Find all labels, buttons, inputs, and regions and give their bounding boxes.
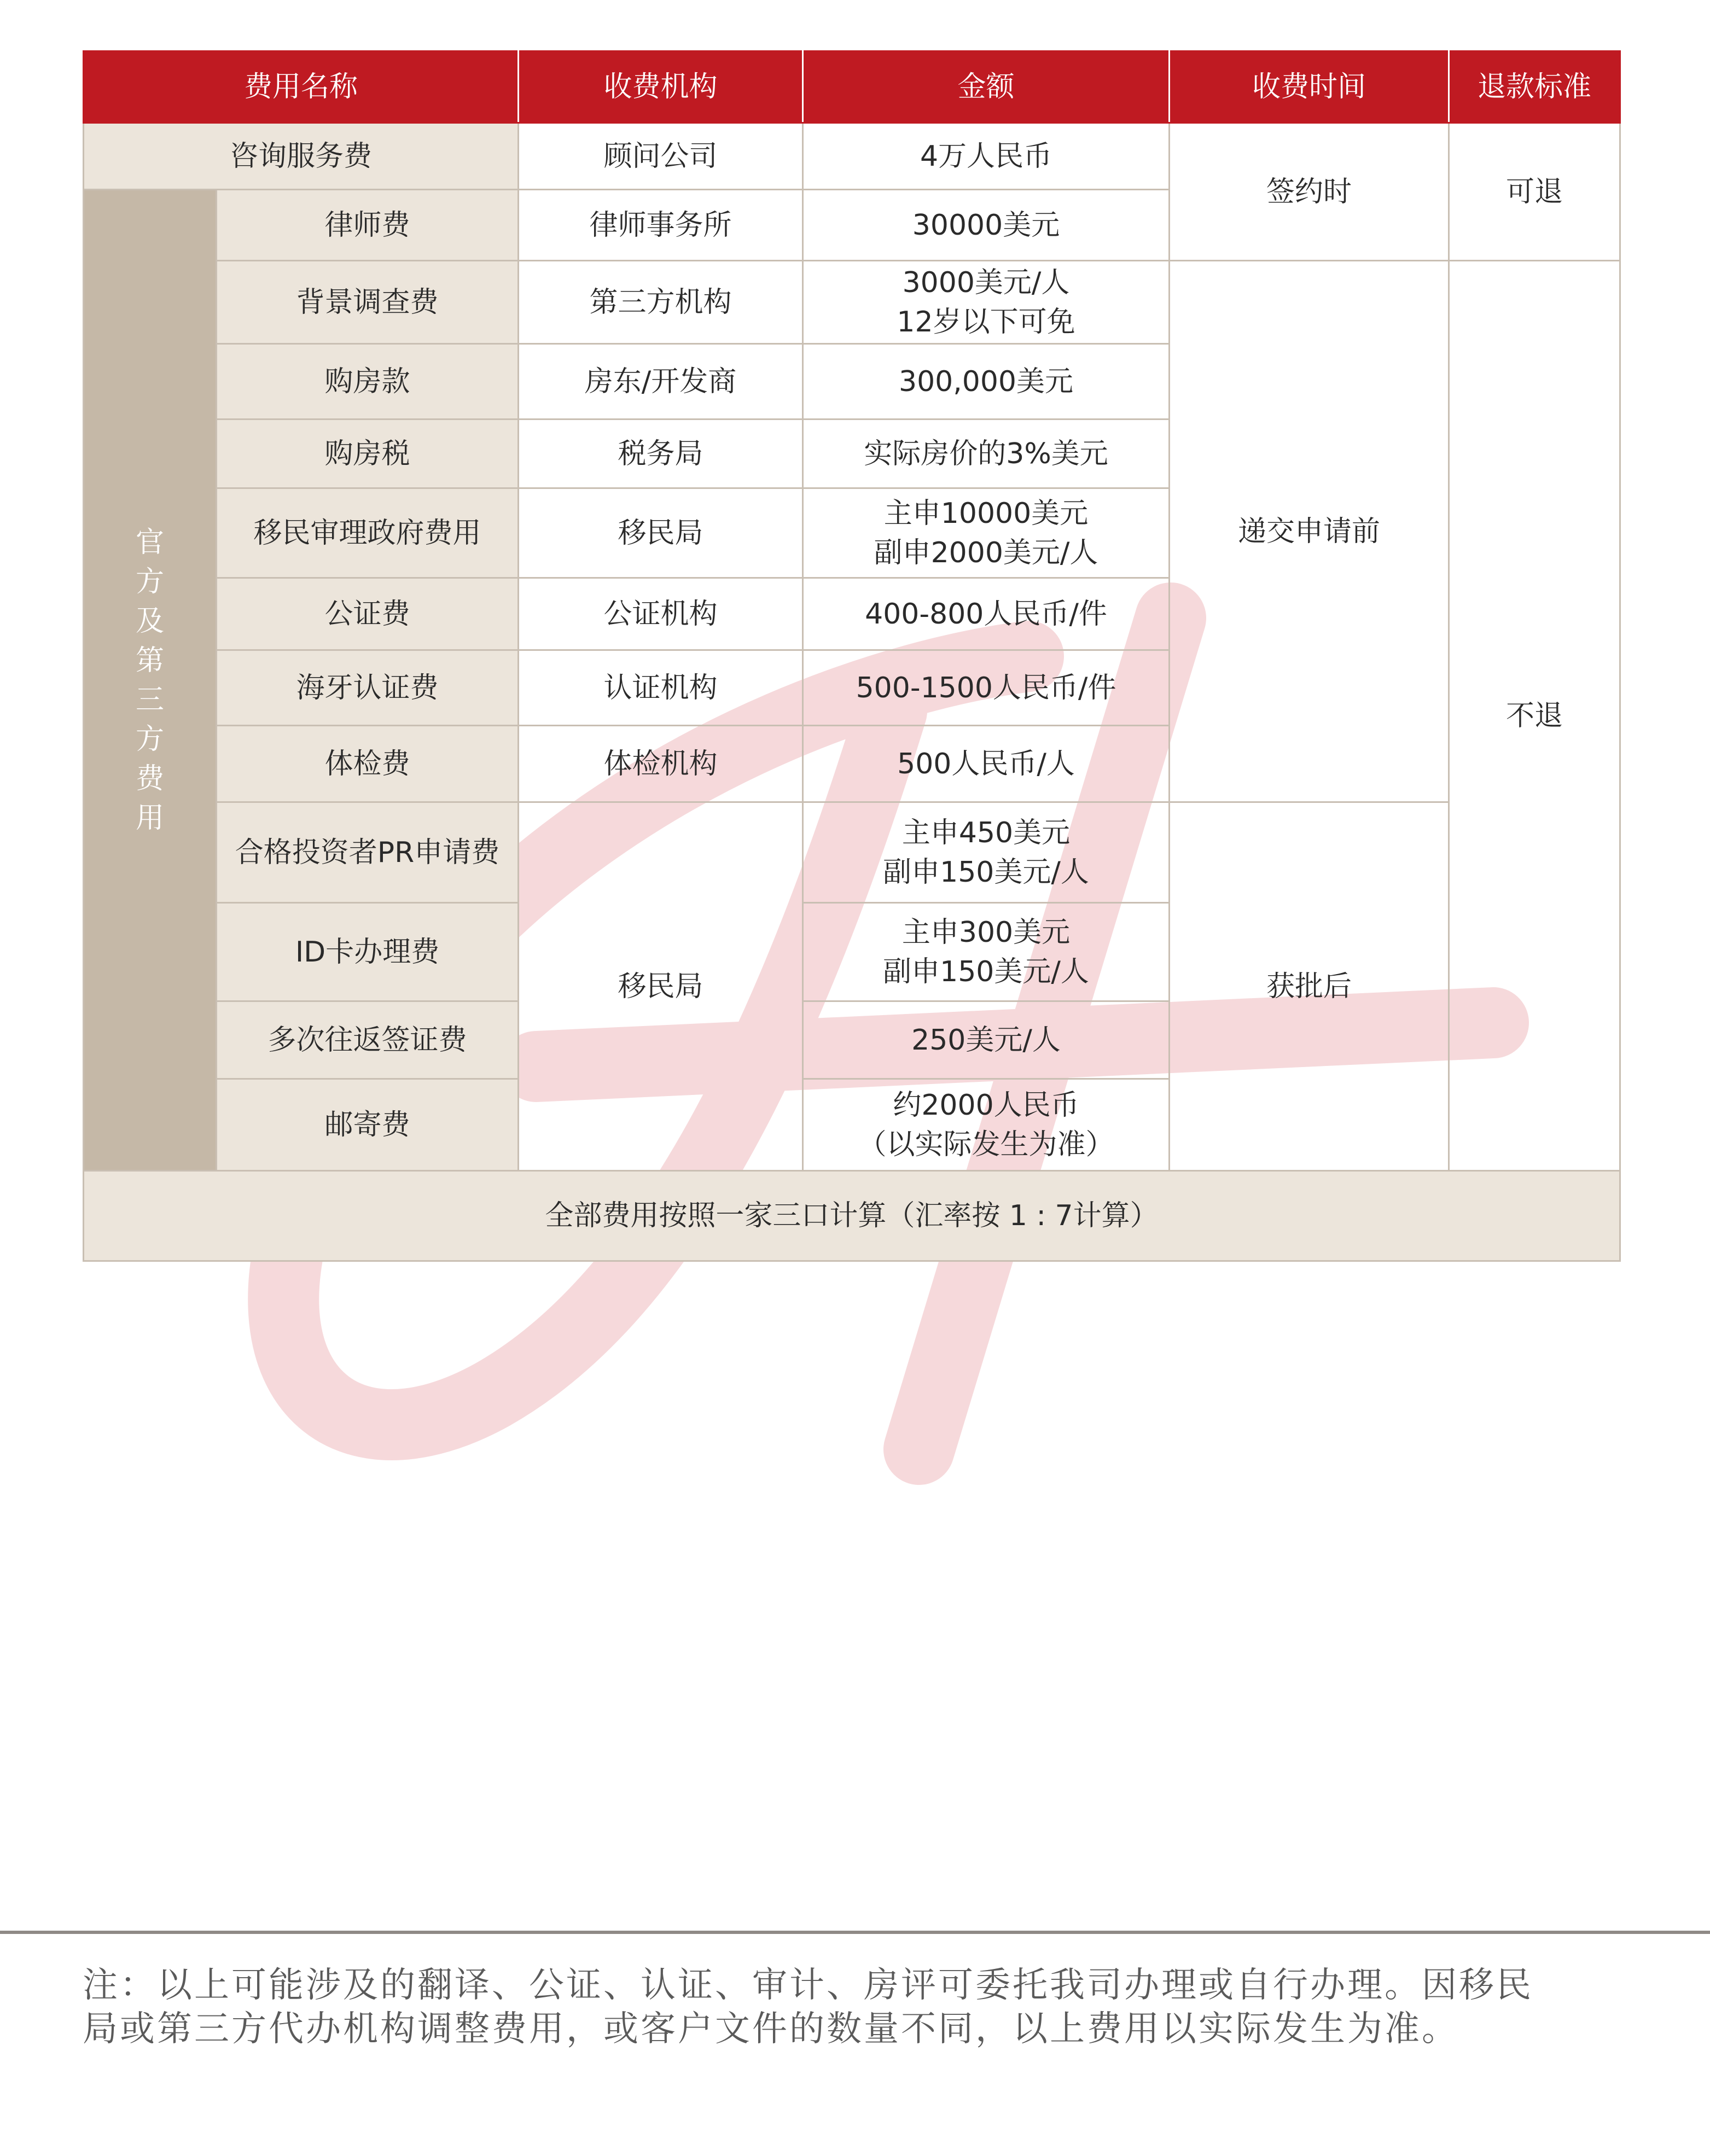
cell-consult-org: 顾问公司 xyxy=(519,123,803,190)
cell-fee-name: 背景调查费 xyxy=(217,261,519,344)
cell-amount: 500-1500人民币/件 xyxy=(803,650,1170,726)
disclaimer-note xyxy=(83,1963,1631,2051)
header-fee-name: 费用名称 xyxy=(84,51,519,123)
table-row xyxy=(84,261,1620,344)
cell-org: 第三方机构 xyxy=(519,261,803,344)
cell-fee-name: 多次往返签证费 xyxy=(217,1001,519,1079)
note-line: 注：以上可能涉及的翻译、公证、认证、审计、房评可委托我司办理或自行办理。因移民 xyxy=(83,1965,1533,2006)
cell-org: 税务局 xyxy=(519,419,803,488)
divider-line xyxy=(0,1931,1710,1934)
cell-amount: 400-800人民币/件 xyxy=(803,578,1170,650)
cell-amount: 约2000人民币 （以实际发生为准） xyxy=(803,1079,1170,1171)
table-footer-row xyxy=(84,1171,1620,1261)
cell-amount: 250美元/人 xyxy=(803,1001,1170,1079)
cell-fee-name: 购房税 xyxy=(217,419,519,488)
table-row xyxy=(84,802,1620,903)
header-refund: 退款标准 xyxy=(1449,51,1620,123)
cell-fee-name: 海牙认证费 xyxy=(217,650,519,726)
table-row xyxy=(84,123,1620,190)
cell-amount: 500人民币/人 xyxy=(803,726,1170,802)
cell-fee-name: 邮寄费 xyxy=(217,1079,519,1171)
cell-fee-name: 购房款 xyxy=(217,344,519,419)
cell-fee-name: 公证费 xyxy=(217,578,519,650)
cell-org: 房东/开发商 xyxy=(519,344,803,419)
cell-fee-name: 律师费 xyxy=(217,190,519,261)
footer-note: 全部费用按照一家三口计算（汇率按 1 : 7计算） xyxy=(84,1171,1620,1261)
cell-org: 认证机构 xyxy=(519,650,803,726)
header-org: 收费机构 xyxy=(519,51,803,123)
header-time: 收费时间 xyxy=(1170,51,1449,123)
cell-amount: 3000美元/人 12岁以下可免 xyxy=(803,261,1170,344)
group-label-official-third-party: 官 方 及 第 三 方 费 用 xyxy=(84,190,217,1171)
cell-org-immigration: 移民局 xyxy=(519,802,803,1171)
cell-fee-name: 合格投资者PR申请费 xyxy=(217,802,519,903)
cell-org: 体检机构 xyxy=(519,726,803,802)
cell-amount: 30000美元 xyxy=(803,190,1170,261)
cell-time-sign: 签约时 xyxy=(1170,123,1449,261)
cell-org: 律师事务所 xyxy=(519,190,803,261)
cell-fee-name: 体检费 xyxy=(217,726,519,802)
cell-amount: 主申10000美元 副申2000美元/人 xyxy=(803,488,1170,578)
cell-refund-no: 不退 xyxy=(1449,261,1620,1171)
fee-table xyxy=(83,50,1621,1262)
table-header-row xyxy=(84,51,1620,123)
cell-amount: 主申450美元 副申150美元/人 xyxy=(803,802,1170,903)
header-amount: 金额 xyxy=(803,51,1170,123)
cell-consult-amount: 4万人民币 xyxy=(803,123,1170,190)
note-line: 局或第三方代办机构调整费用，或客户文件的数量不同，以上费用以实际发生为准。 xyxy=(83,2009,1459,2049)
cell-amount: 主申300美元 副申150美元/人 xyxy=(803,903,1170,1001)
cell-amount: 300,000美元 xyxy=(803,344,1170,419)
cell-org: 移民局 xyxy=(519,488,803,578)
cell-amount: 实际房价的3%美元 xyxy=(803,419,1170,488)
cell-time-after-approval: 获批后 xyxy=(1170,802,1449,1171)
cell-org: 公证机构 xyxy=(519,578,803,650)
cell-refund-yes: 可退 xyxy=(1449,123,1620,261)
cell-consult-name: 咨询服务费 xyxy=(84,123,519,190)
cell-time-before-submit: 递交申请前 xyxy=(1170,261,1449,802)
cell-fee-name: 移民审理政府费用 xyxy=(217,488,519,578)
cell-fee-name: ID卡办理费 xyxy=(217,903,519,1001)
